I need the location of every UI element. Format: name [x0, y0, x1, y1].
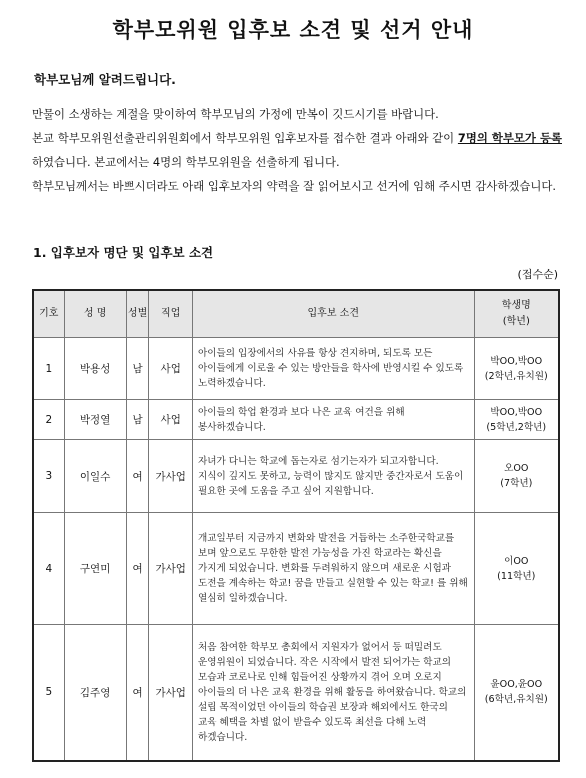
candidate-children — [474, 338, 559, 400]
candidate-name: 박정열 — [64, 400, 126, 440]
candidate-job: 가사업 — [149, 625, 192, 761]
candidate-job: 가사업 — [149, 513, 192, 625]
candidate-sex: 여 — [126, 440, 149, 513]
candidate-number: 3 — [33, 440, 64, 513]
table-header-row — [33, 290, 559, 338]
children-names: 오OO — [504, 463, 529, 474]
candidate-children — [474, 513, 559, 625]
candidate-job: 가사업 — [149, 440, 192, 513]
candidate-opinion: 처음 참여한 학부모 총회에서 지원자가 없어서 등 떠밀려도 운영위원이 되었습니다. 작은 시작에서 발전 되어가는 학교의 모습과 코로나로 인해 힘들어진 상황까지 겪어 오며 오로지 아이들의 더 나은 교육 환경을 위해 활동을 하여왔습니다. 학교의 설립 목적이었던 아이들의 학습권 보장과 해외에서도 한국의 교육 혜택을 차별 없이 받을수 있도록 최선을 다해 노력 하겠습니다. — [192, 625, 474, 761]
children-grades: (5학년,2학년) — [486, 421, 547, 433]
children-grades: (6학년,유치원) — [484, 694, 548, 706]
children-grades: (7학년) — [500, 478, 533, 489]
children-grades: (2학년,유치원) — [484, 370, 548, 382]
table-row — [33, 338, 559, 400]
intro-text — [32, 102, 562, 198]
greeting-heading: 학부모님께 알려드립니다. — [34, 72, 176, 87]
candidate-job: 사업 — [149, 400, 192, 440]
intro-paragraph-1: 만물이 소생하는 계절을 맞이하여 학부모님의 가정에 만복이 깃드시기를 바랍니다. — [32, 107, 439, 121]
table-row — [33, 625, 559, 761]
candidate-opinion: 자녀가 다니는 학교에 돕는자로 섬기는자가 되고자합니다. 지식이 깊지도 못하고, 능력이 많지도 않지만 중간자로서 도움이 필요한 곳에 도움을 주고 싶어 지원합니다. — [192, 440, 474, 513]
candidates-table — [32, 289, 560, 762]
header-opinion: 입후보 소견 — [192, 290, 474, 338]
candidate-opinion: 개교일부터 지금까지 변화와 발전을 거듭하는 소주한국학교를 보며 앞으로도 무한한 발전 가능성을 가진 학교라는 확신을 가지게 되었습니다. 변화를 두려워하지 않으며 새로운 시험과 도전을 계속하는 학교! 꿈을 만들고 실현할 수 있는 학교! 를 위해 열심히 일하겠습니다. — [192, 513, 474, 625]
candidate-name: 구연미 — [64, 513, 126, 625]
candidate-opinion: 아이들의 학업 환경과 보다 나은 교육 여건을 위해 봉사하겠습니다. — [192, 400, 474, 440]
table-row — [33, 400, 559, 440]
children-names: 박OO,박OO — [490, 406, 543, 418]
header-sex: 성별 — [126, 290, 149, 338]
candidate-number: 5 — [33, 625, 64, 761]
header-kids — [474, 290, 559, 338]
header-name: 성 명 — [64, 290, 126, 338]
candidate-sex: 여 — [126, 625, 149, 761]
page-title: 학부모위원 입후보 소견 및 선거 안내 — [112, 18, 474, 42]
candidate-number: 4 — [33, 513, 64, 625]
children-grades: (11학년) — [497, 570, 536, 582]
candidate-number: 1 — [33, 338, 64, 400]
intro-paragraph-2 — [32, 126, 562, 174]
candidate-children — [474, 625, 559, 761]
section-heading: 1. 입후보자 명단 및 입후보 소견 — [33, 245, 214, 260]
header-kids-line1: 학생명 — [501, 300, 531, 311]
intro-paragraph-2-end: 하였습니다. 본교에서는 4명의 학부모위원을 선출하게 됩니다. — [32, 155, 340, 169]
candidate-children — [474, 440, 559, 513]
children-names: 이OO — [504, 555, 529, 567]
candidate-opinion: 아이들의 입장에서의 사유를 항상 견지하며, 되도록 모든 아이들에게 이로울 수 있는 방안들을 학사에 반영시킬 수 있도록 노력하겠습니다. — [192, 338, 474, 400]
candidate-children — [474, 400, 559, 440]
intro-paragraph-2-start: 본교 학부모위원선출관리위원회에서 학부모위원 입후보자를 접수한 결과 아래와 같이 — [32, 131, 458, 145]
table-row — [33, 513, 559, 625]
header-num: 기호 — [33, 290, 64, 338]
children-names: 윤OO,윤OO — [490, 679, 543, 691]
table-row — [33, 440, 559, 513]
intro-paragraph-3: 학부모님께서는 바쁘시더라도 아래 입후보자의 약력을 잘 읽어보시고 선거에 임해 주시면 감사하겠습니다. — [32, 179, 556, 193]
order-note: (접수순) — [517, 268, 558, 281]
header-job: 직업 — [149, 290, 192, 338]
candidate-name: 이일수 — [64, 440, 126, 513]
candidate-number: 2 — [33, 400, 64, 440]
children-names: 박OO,박OO — [490, 355, 543, 367]
candidate-sex: 남 — [126, 338, 149, 400]
candidate-name: 박용성 — [64, 338, 126, 400]
candidate-sex: 여 — [126, 513, 149, 625]
candidate-job: 사업 — [149, 338, 192, 400]
registration-highlight: 7명의 학부모가 등록 — [457, 131, 562, 145]
candidate-name: 김주영 — [64, 625, 126, 761]
candidate-sex: 남 — [126, 400, 149, 440]
header-kids-line2: (학년) — [502, 316, 530, 327]
